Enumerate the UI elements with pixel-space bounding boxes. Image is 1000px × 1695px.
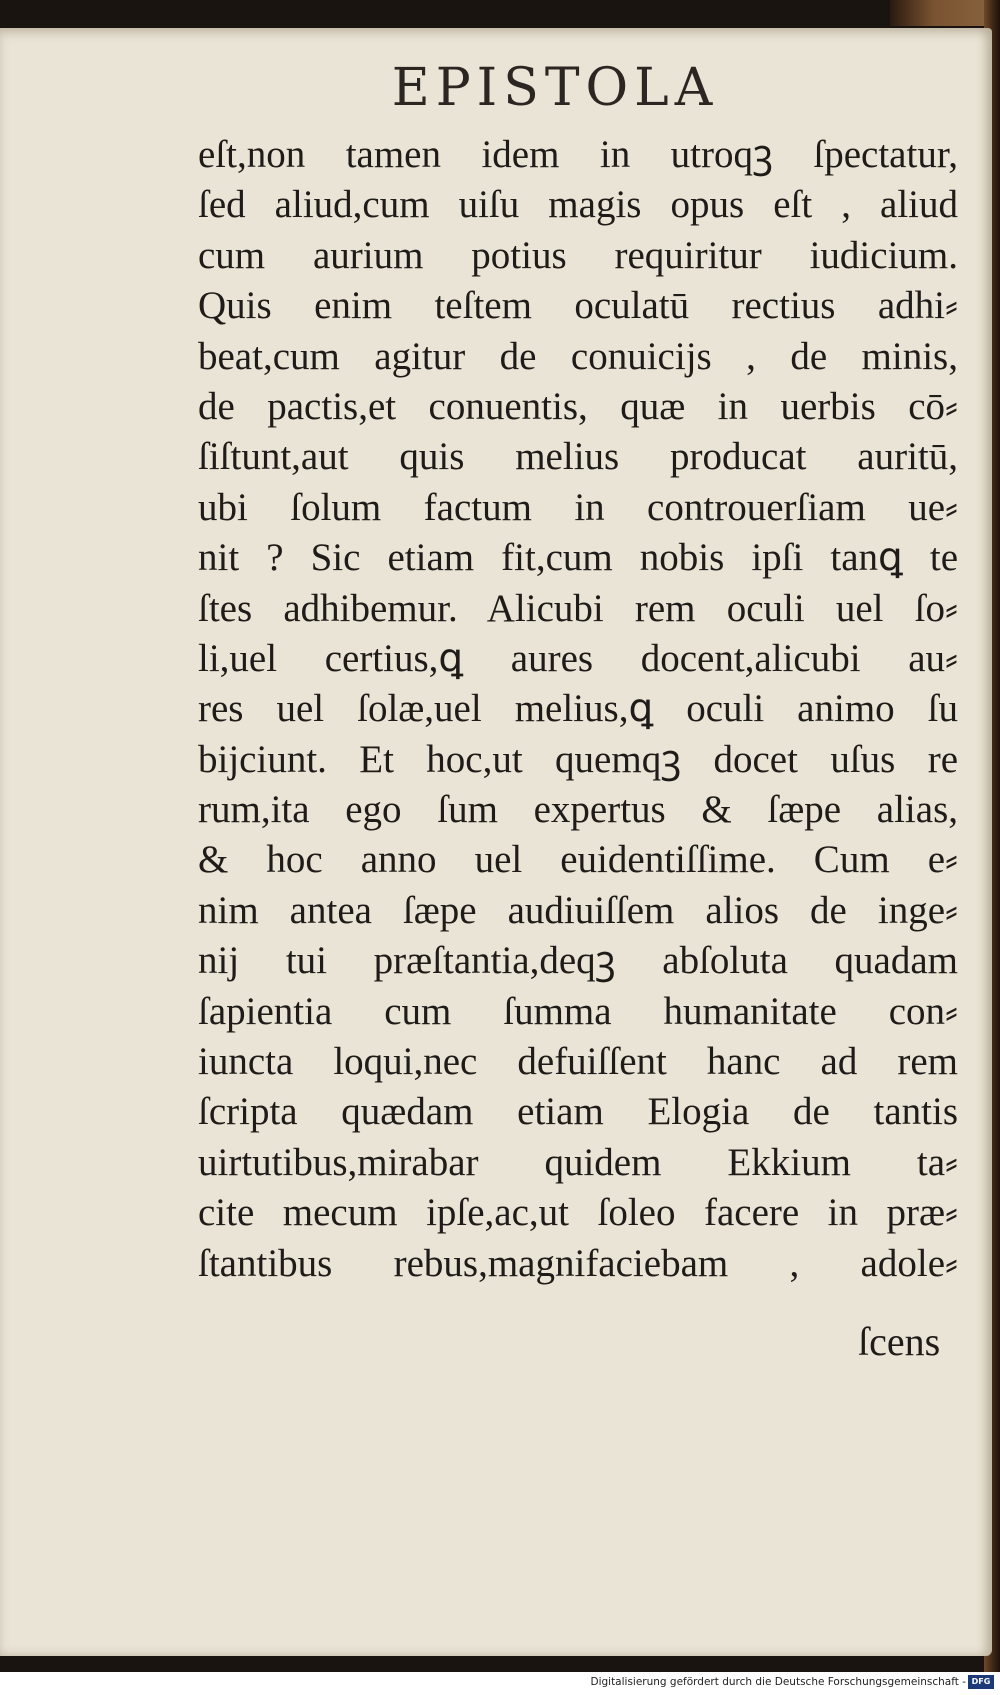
body-text — [198, 130, 958, 1289]
text-line: beat,cum agitur de conuicijs , de minis, — [198, 334, 958, 378]
catchword: ſcens — [858, 1319, 941, 1364]
text-line: ſapientia cum ſumma humanitate con⸗ — [198, 989, 958, 1033]
text-line: Quis enim teſtem oculatū rectius adhi⸗ — [198, 284, 958, 328]
text-line: eſt,non tamen idem in utroqꝫ ſpectatur, — [198, 133, 958, 176]
text-line: ſed aliud,cum uiſu magis opus eſt , aliud — [198, 183, 958, 227]
text-line: cite mecum ipſe,ac,ut ſoleo facere in præ⸗ — [198, 1191, 958, 1235]
text-line: ſtantibus rebus,magnifaciebam , adole⸗ — [198, 1241, 958, 1285]
text-line: iuncta loqui,nec defuiſſent hanc ad rem — [198, 1040, 958, 1084]
text-line: & hoc anno uel euidentiſſime. Cum e⸗ — [198, 838, 958, 882]
digitization-credit: Digitalisierung gefördert durch die Deutsche Forschungsgemeinschaft - — [590, 1676, 966, 1688]
text-line: ſiſtunt,aut quis melius producat auritū, — [198, 435, 958, 479]
text-line: cum aurium potius requiritur iudicium. — [198, 233, 958, 277]
running-head: EPISTOLA — [391, 58, 719, 118]
text-line: ſcripta quædam etiam Elogia de tantis — [198, 1090, 958, 1134]
text-line: ſtes adhibemur. Alicubi rem oculi uel ſo⸗ — [198, 586, 958, 630]
text-line: de pactis,et conuentis, quæ in uerbis cō⸗ — [198, 384, 958, 428]
text-line: res uel ſolæ,uel melius,ꝗ oculi animo ſu — [198, 687, 958, 731]
text-line: ubi ſolum factum in controuerſiam ue⸗ — [198, 485, 958, 529]
text-line: nit ? Sic etiam fit,cum nobis ipſi tanꝗ te — [198, 536, 958, 580]
text-line: nim antea ſæpe audiuiſſem alios de inge⸗ — [198, 888, 958, 932]
text-line: rum,ita ego ſum expertus & ſæpe alias, — [198, 788, 958, 832]
text-line: uirtutibus,mirabar quidem Ekkium ta⸗ — [198, 1140, 958, 1184]
text-line: bijciunt. Et hoc,ut quemqꝫ docet uſus re — [198, 737, 958, 781]
text-line: nij tui præſtantia,deqꝫ abſoluta quadam — [198, 939, 958, 983]
dfg-logo: DFG — [968, 1675, 994, 1689]
text-line: li,uel certius,ꝗ aures docent,alicubi au⸗ — [198, 636, 958, 680]
